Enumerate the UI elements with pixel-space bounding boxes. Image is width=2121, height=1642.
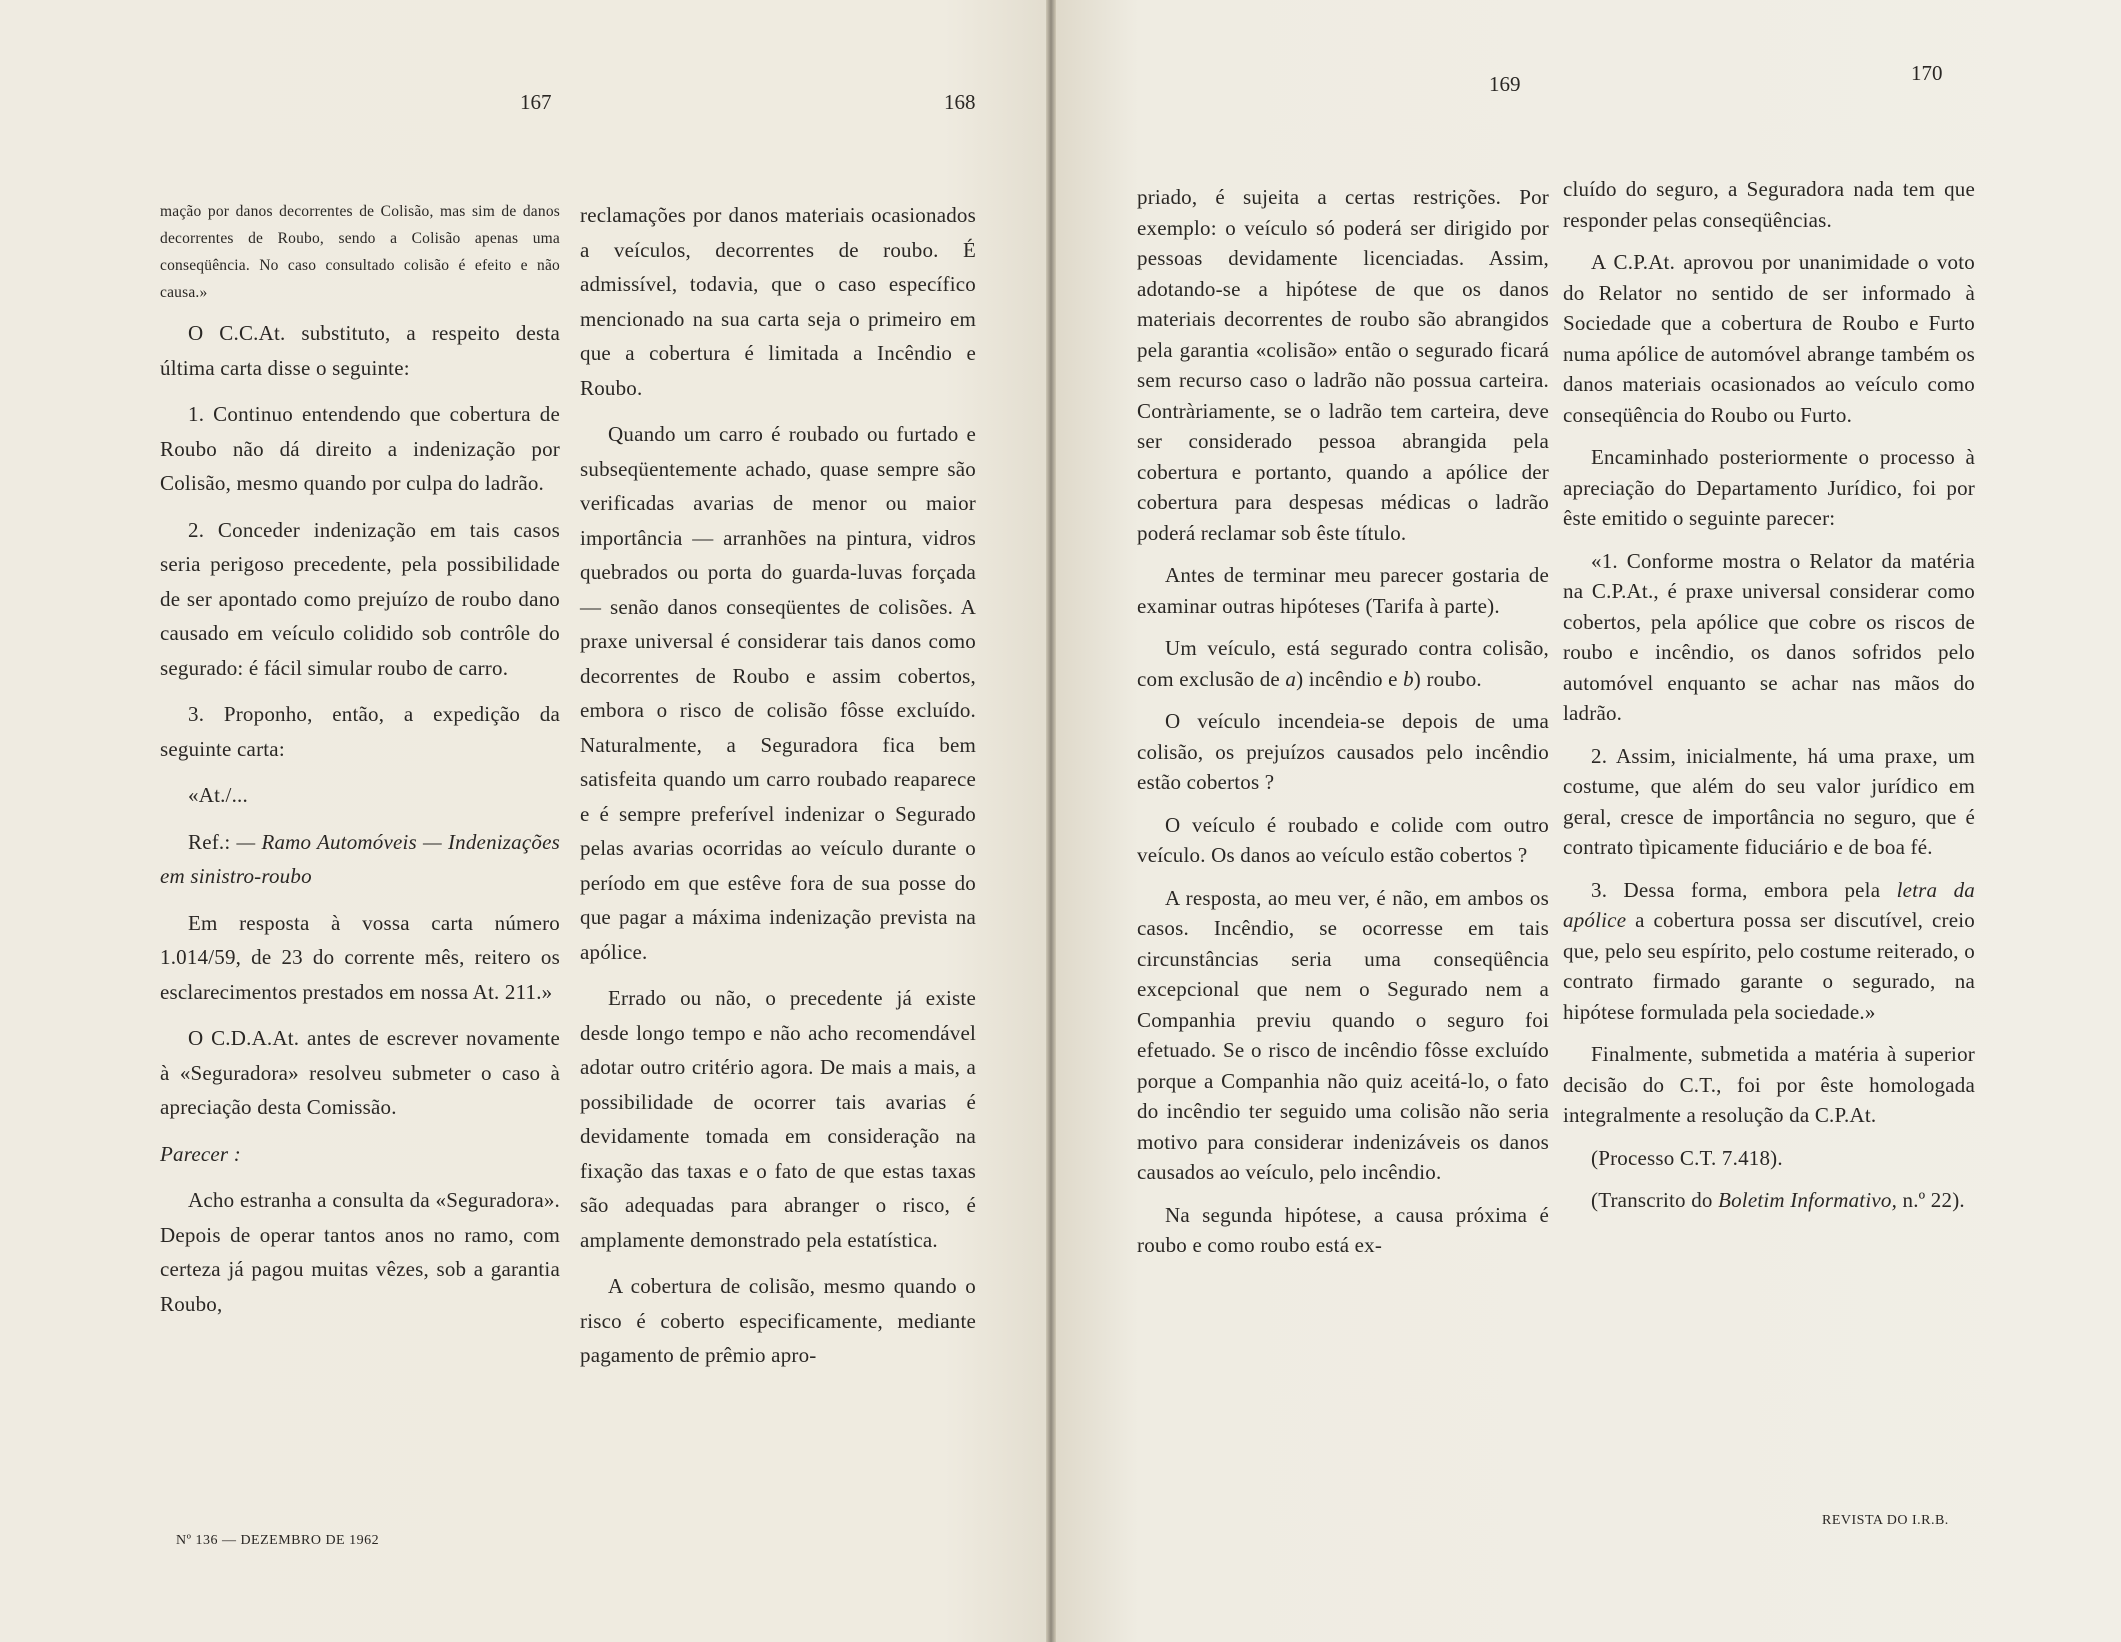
paragraph: 2. Conceder indenização em tais casos seria perigoso precedente, pela possibilidade de ser apontado como prejuízo de roubo dano causado em veículo colidido sob contrôle do segurado: é fácil simular roubo de carro. (160, 517, 560, 680)
paragraph (1563, 1185, 1975, 1216)
page-number-167: 167 (520, 90, 552, 114)
column-page-169 (1137, 182, 1549, 1273)
footer-journal: REVISTA DO I.R.B. (1822, 1513, 1949, 1528)
paragraph: 1. Continuo entendendo que cobertura de Roubo não dá direito a indenização por Colisão, mesmo quando por culpa do ladrão. (160, 402, 560, 495)
paragraph (160, 825, 560, 894)
paragraph: Antes de terminar meu parecer gostaria de examinar outras hipóteses (Tarifa à parte). (1137, 563, 1549, 618)
paragraph: O C.D.A.At. antes de escrever novamente à «Seguradora» resolveu submeter o caso à apreciação desta Comissão. (160, 1026, 560, 1119)
text-run: Um veículo, está segurado contra colisão, com exclusão de (1137, 636, 1549, 691)
paragraph: Quando um carro é roubado ou furtado e subseqüentemente achado, quase sempre são verificadas avarias de menor ou maior importância — arranhões na pintura, vidros quebrados ou porta do guarda-luvas forçada — senão danos conseqüentes de colisões. A praxe universal é considerar tais danos como decorrentes de Roubo e assim cobertos, embora o risco de colisão fôsse excluído. Naturalmente, a Seguradora fica bem satisfeita quando um carro roubado reaparece e é sempre preferível indenizar o Segurado pelas avarias ocorridas ao veículo durante o período em que estêve fora de sua posse do que pagar a máxima indenização prevista na apólice. (580, 422, 976, 964)
paragraph: «At./... (188, 783, 248, 807)
paragraph (1563, 875, 1975, 1028)
paragraph: A resposta, ao meu ver, é não, em ambos os casos. Incêndio, se ocorresse em tais circunstâncias seria uma conseqüência excepcional que nem o Segurado nem a Companhia previu quando o seguro foi efetuado. Se o risco de incêndio fôsse excluído porque a Companhia não quiz aceitá-lo, o fato do incêndio ter seguido uma colisão não seria motivo para considerar indenizáveis os danos causados ao veículo, pelo incêndio. (1137, 885, 1549, 1184)
paragraph: Em resposta à vossa carta número 1.014/59, de 23 do corrente mês, reitero os esclarecimentos prestados em nossa At. 211.» (160, 910, 560, 1004)
paragraph: «1. Conforme mostra o Relator da matéria na C.P.At., é praxe universal considerar como cobertos, pela apólice que cobre os riscos de roubo e incêndio, os danos sofridos pelo automóvel enquanto se achar nas mãos do ladrão. (1563, 548, 1975, 725)
text-run: ) incêndio e (1296, 666, 1398, 691)
paragraph: 3. Proponho, então, a expedição da seguinte carta: (160, 702, 560, 761)
text-run-italic: letra da apólice (1563, 877, 1976, 932)
text-run: n.º 22). (1902, 1188, 1965, 1212)
column-page-170 (1563, 174, 1975, 1228)
paragraph: Finalmente, submetida a matéria à superior decisão do C.T., foi por êste homologada integralmente a resolução da C.P.At. (1563, 1042, 1975, 1127)
page-number-168: 168 (944, 90, 976, 114)
footer-issue: Nº 136 — DEZEMBRO DE 1962 (176, 1533, 380, 1548)
parecer-heading: Parecer : (160, 1141, 241, 1166)
paragraph: Encaminhado posteriormente o processo à apreciação do Departamento Jurídico, foi por êste emitido o seguinte parecer: (1563, 445, 1975, 530)
text-run-italic: b (1403, 666, 1414, 691)
text-run-italic: Boletim Informativo, (1718, 1188, 1898, 1212)
text-run: 3. Dessa forma, embora pela (1591, 877, 1881, 902)
text-run: a cobertura possa ser discutível, creio que, pelo seu espírito, pelo costume reiterado, o contrato firmado garante o segurado, na hipótese formulada pela sociedade.» (1563, 908, 1975, 1024)
page-number-169: 169 (1489, 72, 1521, 96)
text-run: (Transcrito do (1591, 1188, 1713, 1212)
paragraph: A cobertura de colisão, mesmo quando o risco é coberto especificamente, mediante pagamento de prêmio apro- (580, 1274, 976, 1367)
section-heading (160, 1137, 560, 1172)
paragraph: priado, é sujeita a certas restrições. Por exemplo: o veículo só poderá ser dirigido por pessoas devidamente licenciadas. Assim, adotando-se a hipótese de que os danos materiais decorrentes de roubo são abrangidos pela garantia «colisão» então o segurado ficará sem recurso caso o ladrão não possua carteira. Contràriamente, se o ladrão tem carteira, deve ser considerado pessoa abrangida pela cobertura e portanto, quando a apólice der cobertura para despesas médicas o ladrão poderá reclamar sob êste título. (1137, 185, 1549, 545)
paragraph: Na segunda hipótese, a causa próxima é roubo e como roubo está ex- (1137, 1202, 1549, 1257)
paragraph: reclamações por danos materiais ocasionados a veículos, decorrentes de roubo. É admissível, todavia, que o caso específico mencionado na sua carta seja o primeiro em que a cobertura é limitada a Incêndio e Roubo. (580, 203, 976, 400)
paragraph: A C.P.At. aprovou por unanimidade o voto do Relator no sentido de ser informado à Sociedade que a cobertura de Roubo e Furto numa apólice de automóvel abrange também os danos materiais ocasionados ao veículo como conseqüência do Roubo ou Furto. (1563, 250, 1975, 427)
reference-subject: — Ramo Automóveis — Indenizações em sinistro-roubo (160, 829, 560, 888)
page-number-170: 170 (1911, 61, 1943, 85)
paragraph: 2. Assim, inicialmente, há uma praxe, um costume, que além do seu valor jurídico em geral, cresce de importância no seguro, que é contrato tìpicamente fiduciário e de boa fé. (1563, 743, 1975, 859)
column-page-168 (580, 198, 976, 1385)
book-gutter (1046, 0, 1056, 1642)
paragraph: (Processo C.T. 7.418). (1591, 1145, 1783, 1170)
text-run-italic: a (1285, 666, 1297, 691)
paragraph: Acho estranha a consulta da «Seguradora». Depois de operar tantos anos no ramo, com certeza já pagou muitas vêzes, sob a garantia Roubo, (160, 1188, 560, 1316)
paragraph: cluído do seguro, a Seguradora nada tem que responder pelas conseqüências. (1563, 177, 1975, 232)
paragraph: Errado ou não, o precedente já existe desde longo tempo e não acho recomendável adotar outro critério agora. De mais a mais, a possibilidade de ocorrer tais avarias é devidamente tomada em consideração na fixação das taxas e o fato de que estas taxas são adequadas para abranger o risco, é amplamente demonstrado pela estatística. (580, 986, 976, 1252)
paragraph: mação por danos decorrentes de Colisão, mas sim de danos decorrentes de Roubo, sendo a Colisão apenas uma conseqüência. No caso consultado colisão é efeito e não causa.» (160, 203, 560, 301)
column-page-167 (160, 198, 560, 1333)
paragraph: O veículo incendeia-se depois de uma colisão, os prejuízos causados pelo incêndio estão cobertos ? (1137, 709, 1549, 794)
reference-label: Ref.: (188, 829, 231, 854)
paragraph: O C.C.At. substituto, a respeito desta última carta disse o seguinte: (160, 321, 560, 380)
text-run: ) roubo. (1413, 666, 1482, 691)
paragraph: O veículo é roubado e colide com outro veículo. Os danos ao veículo estão cobertos ? (1137, 812, 1549, 867)
paragraph (1137, 633, 1549, 694)
